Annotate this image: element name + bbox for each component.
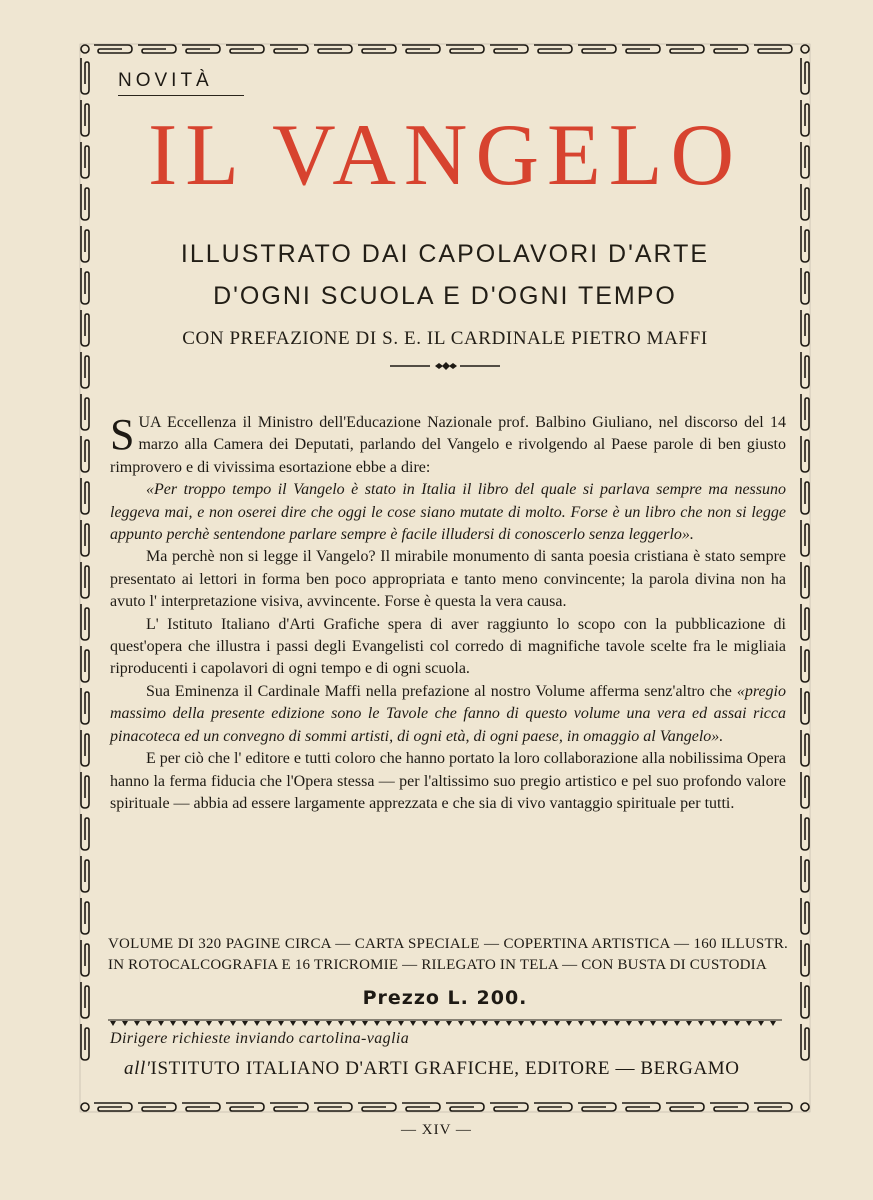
divider-triangle xyxy=(686,1021,692,1026)
volume-details: VOLUME DI 320 PAGINE CIRCA — CARTA SPECIALE — COPERTINA ARTISTICA — 160 ILLUSTR. IN ROTOCALCOGRAFIA E 16 TRICROMIE — RILEGATO IN TELA — CON BUSTA DI CUSTODIA xyxy=(108,936,788,973)
divider-triangle xyxy=(674,1021,680,1026)
order-instruction: Dirigere richieste inviando cartolina-vaglia xyxy=(110,1030,410,1047)
divider-triangle xyxy=(254,1021,260,1026)
footer-divider xyxy=(108,1018,782,1028)
subtitle-line-2: D'OGNI SCUOLA E D'OGNI TEMPO xyxy=(213,282,677,310)
divider-triangle xyxy=(590,1021,596,1026)
divider-triangle xyxy=(386,1021,392,1026)
divider-triangle xyxy=(374,1021,380,1026)
divider-triangle xyxy=(530,1021,536,1026)
divider-triangle xyxy=(422,1021,428,1026)
divider-triangle xyxy=(506,1021,512,1026)
divider-triangle xyxy=(614,1021,620,1026)
page-title: IL VANGELO xyxy=(147,107,743,204)
cardinal-quote: «pregio massimo della presente edizione sono le Tavole che fanno di questo volume una vera ed assai ricca pinacoteca ed un convegno di sommi artisti, di ogni età, di ogni paese, in omaggio al Vangelo». xyxy=(110,682,786,745)
divider-triangle xyxy=(662,1021,668,1026)
preface-line: CON PREFAZIONE DI S. E. IL CARDINALE PIETRO MAFFI xyxy=(182,328,708,349)
page-content xyxy=(78,42,812,1114)
paragraph-5 xyxy=(110,681,786,748)
divider-triangle xyxy=(542,1021,548,1026)
divider-triangle xyxy=(722,1021,728,1026)
divider-triangle xyxy=(638,1021,644,1026)
divider-triangle xyxy=(242,1021,248,1026)
ornament-divider xyxy=(390,360,500,372)
divider-triangle xyxy=(266,1021,272,1026)
divider-triangle xyxy=(470,1021,476,1026)
divider-triangle xyxy=(218,1021,224,1026)
divider-triangle xyxy=(230,1021,236,1026)
divider-triangle xyxy=(158,1021,164,1026)
divider-triangle xyxy=(518,1021,524,1026)
divider-triangle xyxy=(314,1021,320,1026)
divider-triangle xyxy=(194,1021,200,1026)
divider-triangle xyxy=(578,1021,584,1026)
divider-triangle xyxy=(350,1021,356,1026)
page-number: — XIV — xyxy=(401,1122,472,1138)
paragraph-3: Ma perchè non si legge il Vangelo? Il mirabile monumento di santa poesia cristiana è stato sempre presentato ai lettori in forma ben poco appropriata e tanto meno convincente; la parola divina non ha avuto l' interpretazione visiva, avvincente. Forse è questa la vera causa. xyxy=(110,548,786,611)
paragraph-1-text: UA Eccellenza il Ministro dell'Educazione Nazionale prof. Balbino Giuliano, nel discorso del 14 marzo alla Camera dei Deputati, parlando del Vangelo e rivolgendo al Paese parole di ben giusto rimprovero e di vivissima esortazione ebbe a dire: xyxy=(110,414,786,476)
divider-triangle xyxy=(626,1021,632,1026)
divider-triangle xyxy=(734,1021,740,1026)
divider-triangle xyxy=(146,1021,152,1026)
divider-triangle xyxy=(494,1021,500,1026)
paragraph-1 xyxy=(110,412,786,479)
divider-triangle xyxy=(566,1021,572,1026)
divider-triangle xyxy=(602,1021,608,1026)
divider-triangle xyxy=(338,1021,344,1026)
divider-triangle xyxy=(326,1021,332,1026)
drop-cap: S xyxy=(110,410,135,459)
divider-triangle xyxy=(554,1021,560,1026)
divider-triangle xyxy=(122,1021,128,1026)
advertisement-page xyxy=(78,42,812,1114)
divider-triangle xyxy=(758,1021,764,1026)
divider-triangle xyxy=(410,1021,416,1026)
divider-triangle xyxy=(746,1021,752,1026)
divider-triangle xyxy=(362,1021,368,1026)
divider-triangle xyxy=(290,1021,296,1026)
paragraph-6: E per ciò che l' editore e tutti coloro che hanno portato la loro collaborazione alla nobilissima Opera hanno la ferma fiducia che l'Opera stessa — per l'altissimo suo pregio artistico e pel suo profondo valore spirituale — abbia ad essere largamente apprezzata e che sia di vivo vantaggio spirituale per tutti. xyxy=(110,750,786,812)
novita-label: NOVITÀ xyxy=(118,70,244,96)
divider-triangle xyxy=(650,1021,656,1026)
body-text xyxy=(110,412,786,815)
divider-triangle xyxy=(182,1021,188,1026)
divider-triangle xyxy=(110,1021,116,1026)
paragraph-4: L' Istituto Italiano d'Arti Grafiche spera di aver raggiunto lo scopo con la pubblicazione di quest'opera che illustra i passi degli Evangelisti col corredo di magnifiche tavole scelte fra le migliaia riproducenti i capolavori di ogni tempo e di ogni scuola. xyxy=(110,615,786,678)
divider-triangle xyxy=(134,1021,140,1026)
divider-triangle xyxy=(398,1021,404,1026)
price: Prezzo L. 200. xyxy=(362,987,528,1009)
divider-triangle xyxy=(710,1021,716,1026)
divider-triangle xyxy=(434,1021,440,1026)
minister-quote: «Per troppo tempo il Vangelo è stato in Italia il libro del quale si parlava sempre ma nessuno leggeva mai, e non oserei dire che oggi le cose siano mutate di molto. Forse è un libro che non si legge appunto perchè sentendone parlare sempre è facile illudersi di conoscerlo senza leggerlo». xyxy=(110,481,786,544)
subtitle-line-1: ILLUSTRATO DAI CAPOLAVORI D'ARTE xyxy=(180,240,710,268)
divider-triangle xyxy=(206,1021,212,1026)
divider-triangle xyxy=(170,1021,176,1026)
divider-triangle xyxy=(446,1021,452,1026)
paragraph-5-text: Sua Eminenza il Cardinale Maffi nella prefazione al nostro Volume afferma senz'altro che xyxy=(146,682,737,700)
divider-triangle xyxy=(278,1021,284,1026)
divider-triangle xyxy=(458,1021,464,1026)
divider-triangle xyxy=(698,1021,704,1026)
address-text: ISTITUTO ITALIANO D'ARTI GRAFICHE, EDITORE — BERGAMO xyxy=(150,1058,740,1079)
address-prefix: all' xyxy=(124,1058,151,1079)
divider-triangle xyxy=(770,1021,776,1026)
publisher-address xyxy=(124,1058,740,1080)
divider-triangle xyxy=(482,1021,488,1026)
divider-triangle xyxy=(302,1021,308,1026)
